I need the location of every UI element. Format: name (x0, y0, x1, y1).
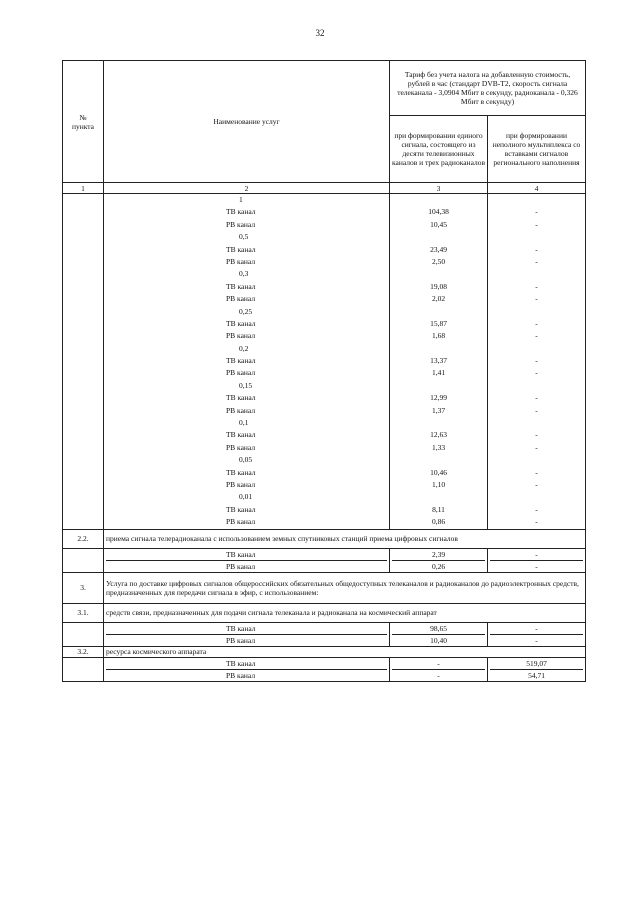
section-3-number: 3. (63, 572, 104, 603)
coverage-group-label: 0,25 (239, 306, 253, 316)
section-2-2-values (390, 548, 488, 572)
section-3-row (63, 572, 586, 603)
coverage-group-label: 0,3 (239, 269, 249, 279)
coverage-group-blank (392, 231, 485, 243)
tv-channel-dash: - (535, 356, 538, 366)
tv-channel-value: 12,63 (430, 430, 447, 440)
rv-channel-label: РВ канал (226, 405, 256, 415)
section-2-2-row (63, 529, 586, 548)
rv-channel-dash: - (535, 294, 538, 304)
header-item-number (63, 61, 104, 183)
coverage-group-blank (392, 417, 485, 429)
header-service-name: Наименование услуг (104, 61, 390, 183)
coverage-group-blank (490, 194, 583, 206)
rv-channel-dash: - (535, 442, 538, 452)
tv-channel-value: 23,49 (430, 244, 447, 254)
tv-channel-label: ТВ канал (226, 207, 256, 217)
header-single-signal: при формировании единого сигнала, состоящего из десяти телевизионных каналов и трех радиоканалов (390, 116, 488, 183)
header-row (63, 61, 586, 116)
rv-channel-label: РВ канал (226, 219, 256, 229)
tv-channel-dash: - (535, 393, 538, 403)
section-3-1-dashes (488, 622, 586, 646)
rv-channel-dash: - (535, 368, 538, 378)
tv-channel-label: ТВ канал (226, 504, 256, 514)
coverage-block-row (63, 194, 586, 530)
tv-channel-value: 104,38 (428, 207, 449, 217)
coverage-group-label: 0,01 (239, 492, 253, 502)
coverage-group-blank (490, 268, 583, 280)
section-3-2-values (488, 657, 586, 681)
rv-channel-label: РВ канал (226, 331, 256, 341)
column-number-row (63, 183, 586, 194)
coverage-group-blank (392, 454, 485, 466)
tv-channel-label: ТВ канал (226, 430, 256, 440)
header-incomplete-multiplex: при формировании неполного мультиплекса со вставками сигналов регионального наполнения (488, 116, 586, 183)
coverage-group-blank (490, 417, 583, 429)
rv-channel-value: 2,50 (431, 256, 446, 266)
coverage-group-blank (490, 454, 583, 466)
coverage-group-blank (490, 343, 583, 355)
section-2-2-dashes (488, 548, 586, 572)
section-2-2-rv-value: 0,26 (431, 561, 446, 571)
section-3-2-rv-value: 54,71 (528, 670, 545, 680)
coverage-group-label: 0,5 (239, 232, 249, 242)
coverage-group-blank (392, 194, 485, 206)
section-3-2-number: 3.2. (63, 646, 104, 657)
section-3-2-names (104, 657, 390, 681)
rv-channel-dash: - (535, 219, 538, 229)
section-2-2-text: приема сигнала телерадиоканала с использованием земных спутниковых станций приема цифровых сигналов (104, 529, 586, 548)
coverage-block-number (63, 194, 104, 530)
rv-channel-label: РВ канал (226, 442, 256, 452)
rv-channel-value: 2,02 (431, 294, 446, 304)
section-3-1-rv-value: 10,40 (430, 635, 447, 645)
section-3-1-rv-label: РВ канал (226, 635, 256, 645)
section-3-1-tv-label: ТВ канал (106, 623, 387, 635)
rv-channel-label: РВ канал (226, 517, 256, 527)
section-2-2-number: 2.2. (63, 529, 104, 548)
coverage-group-blank (490, 491, 583, 503)
tv-channel-value: 13,37 (430, 356, 447, 366)
coverage-block-dashes (488, 194, 586, 530)
coverage-group-blank (392, 343, 485, 355)
tv-channel-label: ТВ канал (226, 281, 256, 291)
coverage-group-label: 0,15 (239, 380, 253, 390)
coverage-group-label: 0,2 (239, 343, 249, 353)
coverage-group-blank (392, 268, 485, 280)
coverage-group-blank (392, 306, 485, 318)
section-3-text: Услуга по доставке цифровых сигналов общероссийских обязательных общедоступных телеканалов и радиоканалов до радиоэлектронных средств, предназначенных для передачи сигнала в эфир, с использованием: (104, 572, 586, 603)
section-3-2-text: ресурса космического аппарата (104, 646, 586, 657)
section-3-1-values-row (63, 622, 586, 646)
section-3-2-rv-label: РВ канал (226, 670, 256, 680)
rv-channel-dash: - (535, 331, 538, 341)
coverage-group-blank (392, 491, 485, 503)
section-3-2-row (63, 646, 586, 657)
rv-channel-value: 1,68 (431, 331, 446, 341)
column-number-3: 3 (390, 183, 488, 194)
rv-channel-dash: - (535, 479, 538, 489)
section-2-2-tv-value: 2,39 (392, 549, 485, 561)
page-number: 32 (315, 28, 325, 38)
header-tariff: Тариф без учета налога на добавленную стоимость, рублей в час (стандарт DVB-T2, скорость сигнала телеканала - 3,0904 Мбит в секунду, радиоканала - 0,326 Мбит в секунду) (390, 61, 586, 116)
coverage-group-blank (392, 380, 485, 392)
tv-channel-value: 8,11 (432, 504, 445, 514)
tv-channel-value: 15,87 (430, 318, 447, 328)
tv-channel-label: ТВ канал (226, 393, 256, 403)
tv-channel-label: ТВ канал (226, 318, 256, 328)
rv-channel-value: 1,10 (431, 479, 446, 489)
rv-channel-value: 1,41 (431, 368, 446, 378)
section-2-2-rv-dash: - (535, 561, 538, 571)
section-3-1-values-number (63, 622, 104, 646)
section-3-1-tv-dash: - (490, 623, 583, 635)
rv-channel-dash: - (535, 405, 538, 415)
rv-channel-dash: - (535, 517, 538, 527)
rv-channel-value: 1,33 (431, 442, 446, 452)
rv-channel-dash: - (535, 256, 538, 266)
coverage-block-names (104, 194, 390, 530)
section-3-2-tv-label: ТВ канал (106, 658, 387, 670)
column-number-1: 1 (63, 183, 104, 194)
tv-channel-dash: - (535, 467, 538, 477)
section-3-1-values (390, 622, 488, 646)
tv-channel-dash: - (535, 430, 538, 440)
rv-channel-label: РВ канал (226, 479, 256, 489)
section-2-2-rv-label: РВ канал (226, 561, 256, 571)
tv-channel-dash: - (535, 207, 538, 217)
names-column (106, 194, 387, 529)
tv-channel-label: ТВ канал (226, 356, 256, 366)
section-2-2-names (104, 548, 390, 572)
section-2-2-values-row (63, 548, 586, 572)
section-3-1-tv-value: 98,65 (392, 623, 485, 635)
section-3-1-rv-dash: - (535, 635, 538, 645)
coverage-group-blank (490, 306, 583, 318)
section-3-2-values-number (63, 657, 104, 681)
section-3-2-tv-value: 519,07 (490, 658, 583, 670)
tariff-table (62, 60, 586, 682)
tv-channel-dash: - (535, 504, 538, 514)
coverage-group-label: 1 (239, 195, 243, 204)
coverage-block-values (390, 194, 488, 530)
tv-channel-label: ТВ канал (226, 244, 256, 254)
tv-channel-dash: - (535, 318, 538, 328)
header-item-number-label: пункта (71, 121, 95, 131)
rv-channel-label: РВ канал (226, 256, 256, 266)
rv-channel-value: 1,37 (431, 405, 446, 415)
tv-channel-dash: - (535, 244, 538, 254)
values-column (392, 194, 485, 529)
rv-channel-label: РВ канал (226, 368, 256, 378)
section-3-2-rv-dash: - (437, 670, 440, 680)
section-3-1-text: средств связи, предназначенных для подачи сигнала телеканала и радиоканала на космический аппарат (104, 603, 586, 622)
column-number-2: 2 (104, 183, 390, 194)
tv-channel-value: 12,99 (430, 393, 447, 403)
coverage-group-blank (490, 380, 583, 392)
rv-channel-value: 10,45 (430, 219, 447, 229)
section-3-1-row (63, 603, 586, 622)
column-number-4: 4 (488, 183, 586, 194)
section-3-2-values-row (63, 657, 586, 681)
coverage-group-blank (490, 231, 583, 243)
section-3-1-number: 3.1. (63, 603, 104, 622)
header-item-number-symbol: № (79, 112, 87, 122)
section-2-2-tv-dash: - (490, 549, 583, 561)
tv-channel-value: 19,08 (430, 281, 447, 291)
tv-channel-value: 10,46 (430, 467, 447, 477)
section-3-2-tv-dash: - (392, 658, 485, 670)
coverage-group-label: 0,05 (239, 455, 253, 465)
tv-channel-label: ТВ канал (226, 467, 256, 477)
dashes-column (490, 194, 583, 529)
coverage-group-label: 0,1 (239, 418, 249, 428)
section-3-2-dashes (390, 657, 488, 681)
tv-channel-dash: - (535, 281, 538, 291)
section-2-2-tv-label: ТВ канал (106, 549, 387, 561)
section-3-1-names (104, 622, 390, 646)
section-2-2-values-number (63, 548, 104, 572)
rv-channel-label: РВ канал (226, 294, 256, 304)
rv-channel-value: 0,86 (431, 517, 446, 527)
